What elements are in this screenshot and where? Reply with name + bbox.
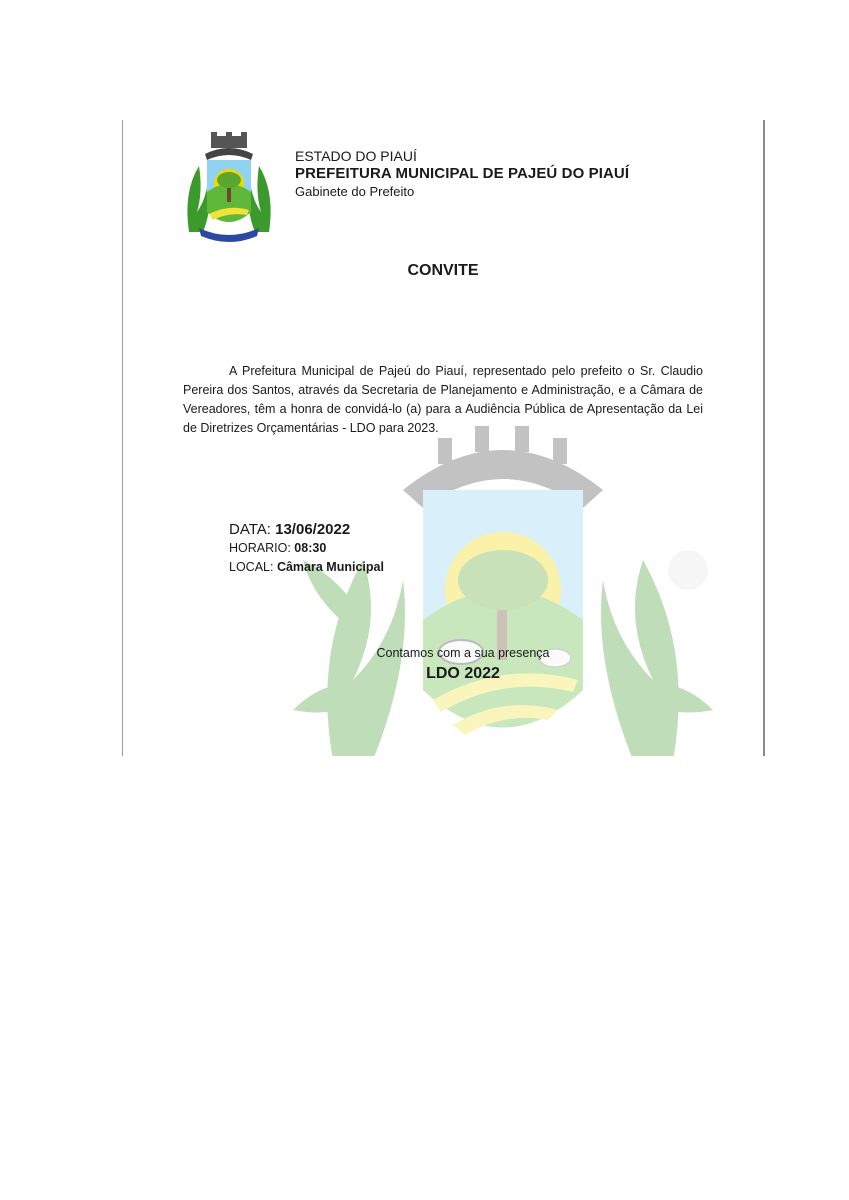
municipality-name: PREFEITURA MUNICIPAL DE PAJEÚ DO PIAUÍ xyxy=(295,165,630,182)
date-value: 13/06/2022 xyxy=(275,521,351,538)
time-value: 08:30 xyxy=(294,541,327,555)
date-row xyxy=(229,520,384,539)
time-label: HORARIO: xyxy=(229,541,291,555)
office-name: Gabinete do Prefeito xyxy=(295,184,415,199)
state-name: ESTADO DO PIAUÍ xyxy=(295,148,417,164)
coat-of-arms-watermark xyxy=(293,420,713,756)
invitation-paragraph: A Prefeitura Municipal de Pajeú do Piauí, representado pelo prefeito o Sr. Claudio Pereira dos Santos, através da Secretaria de Planejamento e Administração, e a Câmara de Vereadores, têm a honra de convidá-lo (a) para a Audiência Pública de Apresentação da Lei de Diretrizes Orçamentárias - LDO para 2023. xyxy=(183,364,703,435)
closing xyxy=(323,644,603,686)
closing-event-name: LDO 2022 xyxy=(426,665,500,682)
place-value: Câmara Municipal xyxy=(276,560,384,574)
place-row xyxy=(229,558,384,577)
document-title: CONVITE xyxy=(407,262,479,279)
date-label: DATA: xyxy=(229,521,271,538)
closing-message: Contamos com a sua presença xyxy=(376,646,550,660)
document-page xyxy=(122,120,765,756)
place-label: LOCAL: xyxy=(229,560,274,574)
time-row xyxy=(229,539,384,558)
letterhead xyxy=(295,148,629,200)
municipal-coat-of-arms-logo xyxy=(181,132,277,244)
event-details xyxy=(229,520,384,577)
